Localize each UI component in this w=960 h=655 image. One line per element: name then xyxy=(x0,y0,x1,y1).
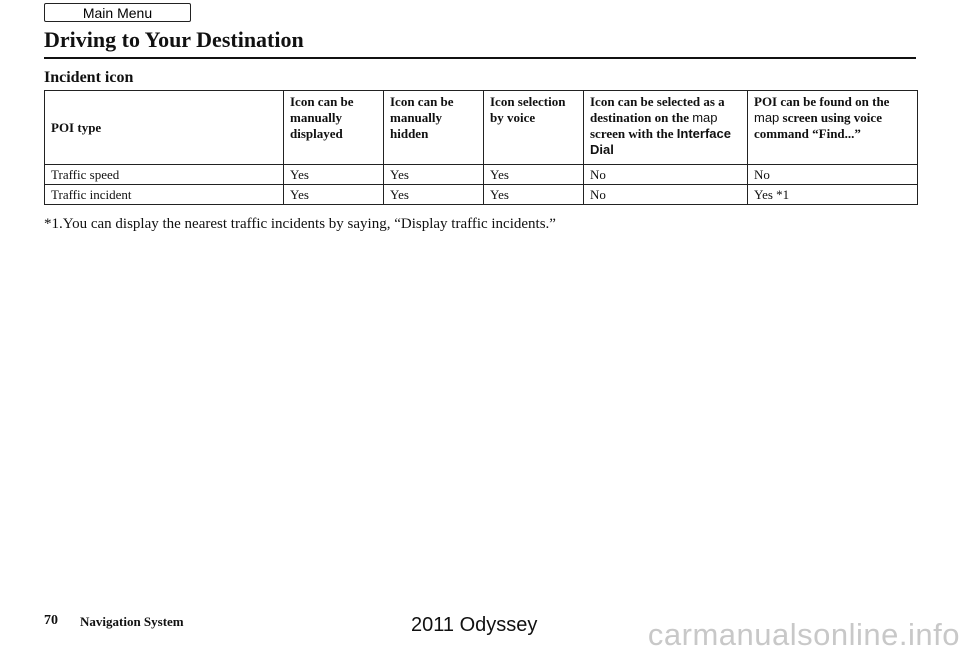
header-destination-text-a: Icon can be selected as a destination on the xyxy=(590,94,725,125)
cell-hidden: Yes xyxy=(384,165,484,185)
table-row xyxy=(45,185,918,205)
cell-find: Yes *1 xyxy=(748,185,918,205)
model-label: 2011 Odyssey xyxy=(411,614,538,636)
header-find-text-b: screen using voice command “Find...” xyxy=(754,110,882,141)
cell-voice: Yes xyxy=(484,185,584,205)
table-row xyxy=(45,165,918,185)
page-title: Driving to Your Destination xyxy=(44,27,304,52)
header-manually-hidden: Icon can be manually hidden xyxy=(384,91,484,165)
header-voice-find xyxy=(748,91,918,165)
main-menu-button[interactable]: Main Menu xyxy=(44,3,191,22)
cell-hidden: Yes xyxy=(384,185,484,205)
header-voice-selection: Icon selection by voice xyxy=(484,91,584,165)
table-header-row xyxy=(45,91,918,165)
cell-destination: No xyxy=(584,185,748,205)
page-footer-label: Navigation System xyxy=(80,614,184,629)
footnote: *1.You can display the nearest traffic incidents by saying, “Display traffic incidents.” xyxy=(44,216,556,232)
cell-find: No xyxy=(748,165,918,185)
watermark: carmanualsonline.info xyxy=(647,617,960,652)
header-poi-type: POI type xyxy=(45,91,284,165)
header-find-text-a: POI can be found on the xyxy=(754,94,890,109)
poi-table xyxy=(44,90,918,205)
header-destination xyxy=(584,91,748,165)
page-number: 70 xyxy=(44,613,58,628)
header-manually-displayed: Icon can be manually displayed xyxy=(284,91,384,165)
header-destination-dial: Interface Dial xyxy=(590,126,731,157)
cell-displayed: Yes xyxy=(284,165,384,185)
cell-destination: No xyxy=(584,165,748,185)
header-destination-text-b: screen with the xyxy=(590,126,674,141)
title-divider xyxy=(44,57,916,59)
header-destination-map: map xyxy=(692,110,718,125)
cell-poi-type: Traffic incident xyxy=(45,185,284,205)
cell-poi-type: Traffic speed xyxy=(45,165,284,185)
cell-voice: Yes xyxy=(484,165,584,185)
section-heading: Incident icon xyxy=(44,69,134,86)
cell-displayed: Yes xyxy=(284,185,384,205)
header-find-map: map xyxy=(754,110,780,125)
